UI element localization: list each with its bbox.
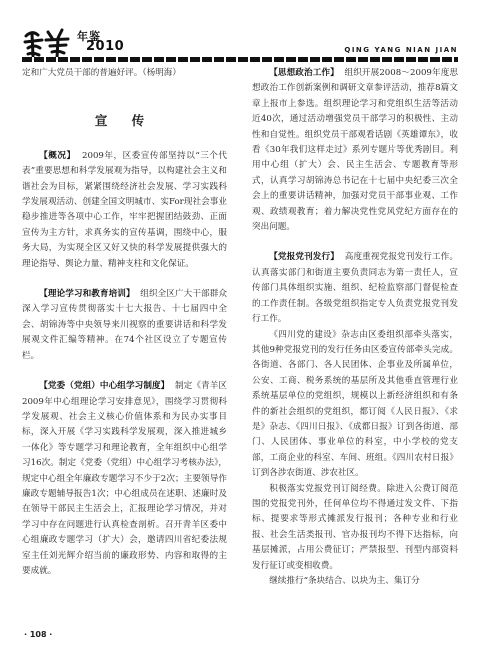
theory-heading: 【理论学习和教育培训】 (39, 289, 135, 300)
page-number: · 108 · (24, 630, 53, 639)
header-rule (22, 57, 458, 62)
study-system-heading: 【党委（党组）中心组学习制度】 (39, 381, 170, 392)
logo-year-label: 年鉴 (77, 31, 101, 43)
distribution-body: 高度重视党报党刊发行工作。认真落实部门和街道主要负责同志为第一责任人，宣传部门具体组织实施、组织、纪检监察部门督促检查的工作责任制。各级党组织指定专人负责党报党刊发行工作。 (252, 252, 458, 325)
journal-paragraph: 《四川党的建设》杂志由区委组织部牵头落实，其他9种党报党刊的发行任务由区委宣传部牵头完成。各街道、各部门、各人民团体、企事业及所属单位，公安、工商、税务系统的基层所及其他垂直管理行业系统基层单位的党组织，规模以上新经济组织和有条件的新社会组织的党组织，都订阅《人民日报》、《求是》杂志、《四川日报》、《成都日报》订到各街道、部门、人民团体、事业单位的科室，中小学校的党支部，工商企业的科室、车间、班组。《四川农村日报》订到各涉农街道、涉农社区。 (252, 329, 458, 479)
funding-paragraph: 积极落实党报党刊订阅经费。除进入公费订阅范围的党报党刊外，任何单位均不得通过发文件、下指标、提要求等形式摊派发行报刊；各种专业和行业报、社会生活类报刊、官办报刊均不得下达指标，向基层摊派，占用公费征订；严禁报型、刊型内部资料发行征订或变相收费。 (252, 483, 458, 571)
right-column (252, 66, 458, 589)
distribution-paragraph (252, 250, 458, 327)
section-title: 宣 传 (94, 113, 155, 129)
calligraphy-logo-icon (22, 26, 78, 60)
header-pinyin: QING YANG NIAN JIAN (344, 46, 458, 54)
page-header (0, 0, 480, 64)
continuation-paragraph: 定和广大党员干部的普遍好评。（杨明海） (22, 68, 181, 78)
theory-paragraph (22, 287, 227, 364)
ideology-heading: 【思想政治工作】 (269, 68, 339, 78)
ideology-body: 组织开展2008～2009年度思想政治工作创新案例和调研文章参评活动，推荐8篇文章上报市上参选。组织理论学习和党组织生活等活动近40次，通过活动增强党员干部学习的积极性、主动性和自觉性。组织党员干部观看话剧《英雄谭东》，收看《30年我们这样走过》系列专题片等优秀剧目。利用中心组（扩大）会、民主生活会、专题教育等形式，认真学习胡锦涛总书记在十七届中央纪委三次全会上的重要讲话精神，加强对党员干部事业观、工作观、政绩观教育；着力解决党性党风党纪方面存在的突出问题。 (252, 68, 458, 233)
study-system-paragraph (22, 379, 227, 579)
distribution-heading: 【党报党刊发行】 (269, 252, 339, 263)
left-column (22, 66, 227, 579)
yearbook-logo (22, 26, 142, 60)
overview-body: 2009年，区委宣传部坚持以“三个代表”重要思想和科学发展观为指导，以构建社会主义和谐社会为目标，紧紧围绕经济社会发展、学习实践科学发展观活动、创建全国文明城市、实For现社会事业稳步推进等各项中心工作，牢牢把握团结鼓劲、正面宣传为主方针，求真务实的宣传基调，围绕中心，服务大局，为实现全区又好又快的科学发展提供强大的理论指导、舆论力量、精神支柱和文化保证。 (22, 150, 227, 269)
study-system-body: 制定《青羊区2009年中心组理论学习安排意见》，围绕学习贯彻科学发展观、社会主义核心价值体系和为民办实事目标，深入开展《学习实践科学发展观，深入推进城乡一体化》等专题学习和理论教育，全年组织中心组学习16次。制定《党委（党组）中心组学习考核办法》，规定中心组全年廉政专题学习不少于2次；主要领导作廉政专题辅导报告1次；中心组成员在述职、述廉时及在领导干部民主生活会上，汇报理论学习情况，并对学习中存在问题进行认真检查剖析。召开青羊区委中心组廉政专题学习（扩大）会，邀请四川省纪委法规室主任刘光辉介绍当前的廉政形势、内容和取得的主要成就。 (22, 381, 227, 576)
continuation-paragraph: 继续推行“条块结合、以块为主、集订分 (269, 576, 420, 586)
logo-year-number: 2010 (86, 39, 125, 54)
overview-paragraph (22, 149, 227, 272)
theory-body: 组织全区广大干部群众深入学习宣传贯彻落实十七大报告、十七届四中全会、胡锦涛等中央领导来川视察的重要讲话和科学发展观文件汇编等精神。在74个社区设立了专题宣传栏。 (22, 289, 227, 361)
ideology-paragraph (252, 66, 458, 235)
overview-heading: 【概况】 (39, 150, 76, 161)
